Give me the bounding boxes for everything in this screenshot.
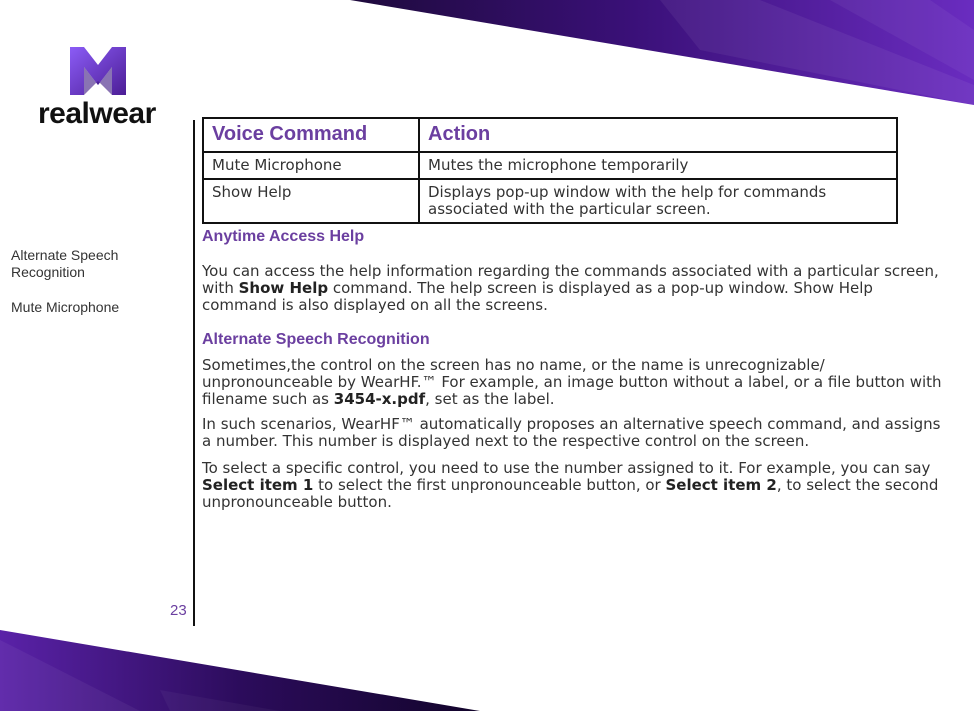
section-heading-anytime-access-help: Anytime Access Help <box>202 228 365 245</box>
paragraph-alt-speech-2: In such scenarios, WearHF™ automatically proposes an alternative speech command, and assigns a number. This number is displayed next to the respective control on the screen. <box>202 415 941 450</box>
margin-note-alternate-speech: Alternate Speech Recognition <box>11 247 119 280</box>
page-number: 23 <box>170 602 187 619</box>
table-row <box>203 179 897 223</box>
table-row <box>203 152 897 179</box>
realwear-logo-icon <box>70 47 126 95</box>
paragraph-alt-speech-1: Sometimes,the control on the screen has no name, or the name is unrecognizable/ unpronounceable by WearHF.™ For example, an image button without a label, or a file button with filename such as 3454-x.pdf, set as the label. <box>202 356 942 408</box>
table-cell-command: Show Help <box>203 179 419 223</box>
bold-select-item-2: Select item 2 <box>665 476 777 494</box>
section-heading-alternate-speech: Alternate Speech Recognition <box>202 331 430 348</box>
paragraph-alt-speech-3: To select a specific control, you need to use the number assigned to it. For example, you can say Select item 1 to select the first unpronounceable button, or Select item 2, to select the second unpronounceable button. <box>202 459 939 511</box>
table-header-row <box>203 118 897 152</box>
bold-filename: 3454-x.pdf <box>333 390 426 408</box>
table-cell-action: Displays pop-up window with the help for commands associated with the particular screen. <box>419 179 897 223</box>
margin-note-mute-microphone: Mute Microphone <box>11 299 120 315</box>
column-header-voice-command: Voice Command <box>203 118 419 152</box>
voice-command-table <box>202 117 898 224</box>
bold-show-help: Show Help <box>238 279 329 297</box>
column-header-action: Action <box>419 118 897 152</box>
bold-select-item-1: Select item 1 <box>202 476 314 494</box>
paragraph-anytime-help: You can access the help information regarding the commands associated with a particular screen, with Show Help command. The help screen is displayed as a pop-up window. Show Help command is also displayed on all the screens. <box>202 262 939 314</box>
table-cell-command: Mute Microphone <box>203 152 419 179</box>
brand-wordmark: realwear <box>38 97 156 130</box>
vertical-divider <box>193 120 195 626</box>
table-cell-action: Mutes the microphone temporarily <box>419 152 897 179</box>
